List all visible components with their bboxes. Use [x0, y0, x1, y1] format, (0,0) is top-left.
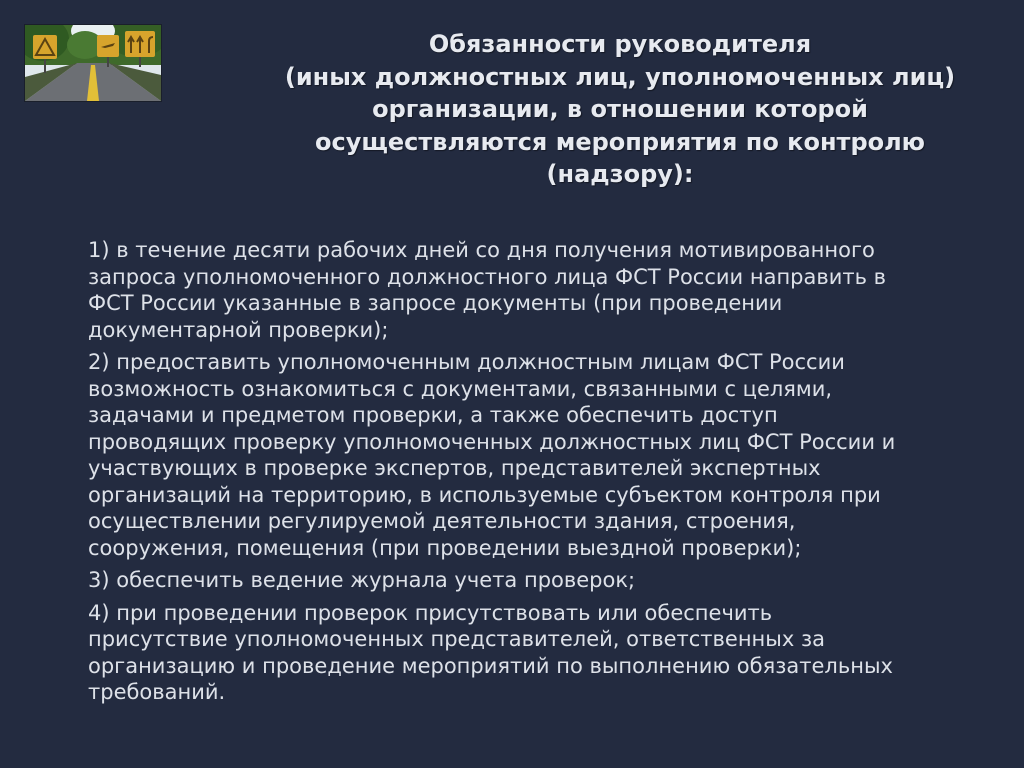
duties-list: [88, 237, 988, 712]
duty-item: [88, 237, 988, 343]
duty-line: запроса уполномоченного должностного лица ФСТ России направить в: [88, 264, 887, 289]
duty-line: 2) предоставить уполномоченным должностным лицам ФСТ России: [88, 350, 845, 374]
duty-line: осуществлении регулируемой деятельности здания, строения,: [88, 509, 796, 533]
title-line: Обязанности руководителя: [428, 30, 812, 58]
duty-line: организацию и проведение мероприятий по выполнению обязательных: [88, 653, 893, 678]
slide-title: [240, 28, 1000, 191]
duty-line: задачами и предметом проверки, а также обеспечить доступ: [88, 403, 778, 427]
duty-line: участвующих в проверке экспертов, представителей экспертных: [88, 456, 821, 480]
duty-line: организаций на территорию, в используемые субъектом контроля при: [88, 482, 881, 507]
title-line: осуществляются мероприятия по контролю: [314, 127, 926, 156]
duty-line: возможность ознакомиться с документами, связанными с целями,: [88, 376, 833, 401]
road-signs-logo-icon: [24, 24, 162, 102]
duty-item: [88, 349, 988, 561]
duty-line: проводящих проверку уполномоченных должностных лиц ФСТ России и: [88, 429, 896, 454]
duty-item: [88, 600, 988, 706]
duty-line: 3) обеспечить ведение журнала учета проверок;: [88, 568, 636, 592]
duty-line: ФСТ России указанные в запросе документы (при проведении: [88, 291, 783, 315]
duty-item: [88, 567, 988, 594]
duty-line: присутствие уполномоченных представителей, ответственных за: [88, 627, 826, 651]
title-line: (надзору):: [546, 160, 694, 188]
title-line: организации, в отношении которой: [372, 95, 868, 123]
duty-line: документарной проверки);: [88, 317, 389, 342]
duty-line: требований.: [88, 680, 226, 704]
duty-line: 4) при проведении проверок присутствовать или обеспечить: [88, 600, 773, 625]
duty-line: сооружения, помещения (при проведении выездной проверки);: [88, 535, 802, 560]
duty-line: 1) в течение десяти рабочих дней со дня получения мотивированного: [88, 238, 875, 262]
title-line: (иных должностных лиц, уполномоченных лиц): [284, 62, 956, 91]
